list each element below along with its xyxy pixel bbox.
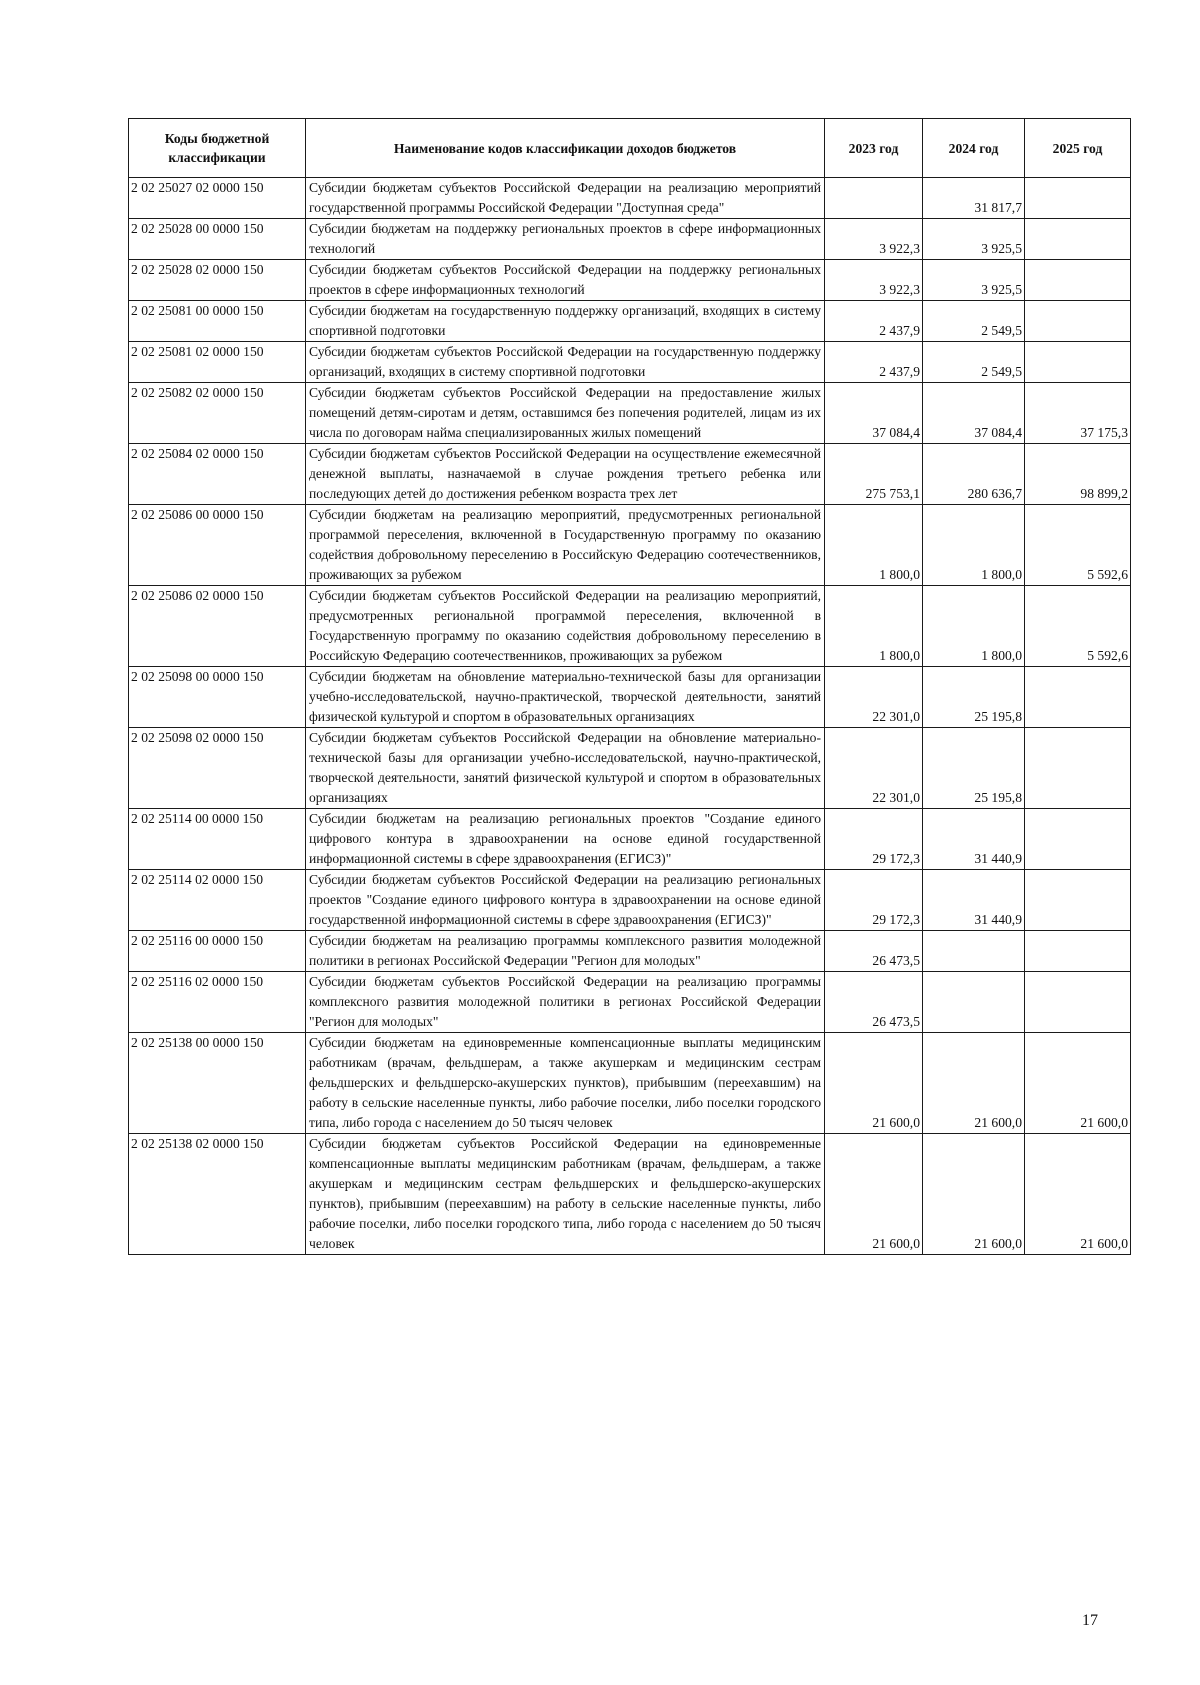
code-cell: 2 02 25138 00 0000 150 [129, 1033, 306, 1134]
value-2025-cell [1025, 667, 1131, 728]
name-cell: Субсидии бюджетам субъектов Российской Федерации на единовременные компенсационные выплаты медицинским работникам (врачам, фельдшерам, а также акушеркам и медицинским сестрам фельдшерских и фельдшерско-акушерских пунктов), прибывшим (переехавшим) на работу в сельские населенные пункты, либо рабочие поселки, либо поселки городского типа, либо города с населением до 50 тысяч человек [306, 1134, 825, 1255]
table-body [129, 178, 1131, 1255]
value-2023-cell: 21 600,0 [825, 1033, 923, 1134]
value-2024-cell: 25 195,8 [923, 667, 1025, 728]
value-2023-cell: 1 800,0 [825, 505, 923, 586]
name-cell: Субсидии бюджетам субъектов Российской Федерации на предоставление жилых помещений детям-сиротам и детям, оставшимся без попечения родителей, лицам из их числа по договорам найма специализированных жилых помещений [306, 383, 825, 444]
value-2024-cell: 1 800,0 [923, 505, 1025, 586]
value-2025-cell: 5 592,6 [1025, 586, 1131, 667]
name-cell: Субсидии бюджетам субъектов Российской Федерации на обновление материально-технической базы для организации учебно-исследовательской, научно-практической, творческой деятельности, занятий физической культурой и спортом в образовательных организациях [306, 728, 825, 809]
value-2025-cell [1025, 260, 1131, 301]
page-number: 17 [1082, 1612, 1098, 1629]
name-cell: Субсидии бюджетам на реализацию региональных проектов "Создание единого цифрового контура в здравоохранении на основе единой государственной информационной системы в сфере здравоохранения (ЕГИСЗ)" [306, 809, 825, 870]
value-2024-cell: 1 800,0 [923, 586, 1025, 667]
value-2025-cell [1025, 931, 1131, 972]
value-2025-cell: 37 175,3 [1025, 383, 1131, 444]
name-cell: Субсидии бюджетам на единовременные компенсационные выплаты медицинским работникам (врачам, фельдшерам, а также акушеркам и медицинским сестрам фельдшерских и фельдшерско-акушерских пунктов), прибывшим (переехавшим) на работу в сельские населенные пункты, либо рабочие поселки, либо поселки городского типа, либо города с населением до 50 тысяч человек [306, 1033, 825, 1134]
value-2024-cell: 31 440,9 [923, 870, 1025, 931]
code-cell: 2 02 25114 02 0000 150 [129, 870, 306, 931]
value-2023-cell [825, 178, 923, 219]
value-2024-cell: 2 549,5 [923, 342, 1025, 383]
value-2024-cell [923, 931, 1025, 972]
code-cell: 2 02 25082 02 0000 150 [129, 383, 306, 444]
code-cell: 2 02 25114 00 0000 150 [129, 809, 306, 870]
code-cell: 2 02 25028 02 0000 150 [129, 260, 306, 301]
table-row [129, 667, 1131, 728]
table-row [129, 1134, 1131, 1255]
name-cell: Субсидии бюджетам субъектов Российской Федерации на государственную поддержку организаций, входящих в систему спортивной подготовки [306, 342, 825, 383]
table-row [129, 870, 1131, 931]
name-cell: Субсидии бюджетам на поддержку региональных проектов в сфере информационных технологий [306, 219, 825, 260]
table-header-row [129, 119, 1131, 178]
table-row [129, 260, 1131, 301]
value-2023-cell: 29 172,3 [825, 809, 923, 870]
value-2024-cell: 3 925,5 [923, 219, 1025, 260]
table-row [129, 505, 1131, 586]
table-row [129, 301, 1131, 342]
code-cell: 2 02 25084 02 0000 150 [129, 444, 306, 505]
code-cell: 2 02 25098 02 0000 150 [129, 728, 306, 809]
value-2024-cell: 2 549,5 [923, 301, 1025, 342]
code-cell: 2 02 25098 00 0000 150 [129, 667, 306, 728]
table-row [129, 444, 1131, 505]
header-code: Коды бюджетной классификации [129, 119, 306, 178]
table-row [129, 219, 1131, 260]
name-cell: Субсидии бюджетам на государственную поддержку организаций, входящих в систему спортивной подготовки [306, 301, 825, 342]
value-2023-cell: 2 437,9 [825, 342, 923, 383]
value-2025-cell [1025, 178, 1131, 219]
value-2023-cell: 1 800,0 [825, 586, 923, 667]
code-cell: 2 02 25116 02 0000 150 [129, 972, 306, 1033]
value-2025-cell [1025, 219, 1131, 260]
value-2023-cell: 275 753,1 [825, 444, 923, 505]
name-cell: Субсидии бюджетам субъектов Российской Федерации на осуществление ежемесячной денежной выплаты, назначаемой в случае рождения третьего ребенка или последующих детей до достижения ребенком возраста трех лет [306, 444, 825, 505]
value-2023-cell: 2 437,9 [825, 301, 923, 342]
value-2023-cell: 22 301,0 [825, 667, 923, 728]
code-cell: 2 02 25081 02 0000 150 [129, 342, 306, 383]
value-2024-cell: 21 600,0 [923, 1134, 1025, 1255]
table-row [129, 586, 1131, 667]
code-cell: 2 02 25138 02 0000 150 [129, 1134, 306, 1255]
value-2023-cell: 26 473,5 [825, 972, 923, 1033]
name-cell: Субсидии бюджетам субъектов Российской Федерации на реализацию мероприятий государственной программы Российской Федерации "Доступная среда" [306, 178, 825, 219]
code-cell: 2 02 25086 00 0000 150 [129, 505, 306, 586]
value-2023-cell: 21 600,0 [825, 1134, 923, 1255]
name-cell: Субсидии бюджетам субъектов Российской Федерации на поддержку региональных проектов в сфере информационных технологий [306, 260, 825, 301]
value-2025-cell: 98 899,2 [1025, 444, 1131, 505]
value-2024-cell: 3 925,5 [923, 260, 1025, 301]
value-2024-cell: 280 636,7 [923, 444, 1025, 505]
table-row [129, 178, 1131, 219]
value-2023-cell: 29 172,3 [825, 870, 923, 931]
table-row [129, 342, 1131, 383]
code-cell: 2 02 25116 00 0000 150 [129, 931, 306, 972]
code-cell: 2 02 25028 00 0000 150 [129, 219, 306, 260]
value-2023-cell: 3 922,3 [825, 219, 923, 260]
value-2024-cell: 37 084,4 [923, 383, 1025, 444]
table-row [129, 728, 1131, 809]
value-2024-cell: 25 195,8 [923, 728, 1025, 809]
name-cell: Субсидии бюджетам на обновление материально-технической базы для организации учебно-исследовательской, научно-практической, творческой деятельности, занятий физической культурой и спортом в образовательных организациях [306, 667, 825, 728]
table-row [129, 1033, 1131, 1134]
value-2024-cell [923, 972, 1025, 1033]
value-2024-cell: 31 440,9 [923, 809, 1025, 870]
header-name: Наименование кодов классификации доходов бюджетов [306, 119, 825, 178]
value-2025-cell [1025, 301, 1131, 342]
value-2023-cell: 22 301,0 [825, 728, 923, 809]
value-2025-cell [1025, 972, 1131, 1033]
code-cell: 2 02 25027 02 0000 150 [129, 178, 306, 219]
value-2025-cell: 21 600,0 [1025, 1134, 1131, 1255]
value-2023-cell: 3 922,3 [825, 260, 923, 301]
value-2023-cell: 26 473,5 [825, 931, 923, 972]
value-2025-cell [1025, 870, 1131, 931]
header-2023: 2023 год [825, 119, 923, 178]
name-cell: Субсидии бюджетам субъектов Российской Федерации на реализацию программы комплексного развития молодежной политики в регионах Российской Федерации "Регион для молодых" [306, 972, 825, 1033]
table-row [129, 809, 1131, 870]
budget-classification-table [128, 118, 1131, 1255]
header-2025: 2025 год [1025, 119, 1131, 178]
value-2025-cell: 21 600,0 [1025, 1033, 1131, 1134]
value-2025-cell [1025, 809, 1131, 870]
code-cell: 2 02 25086 02 0000 150 [129, 586, 306, 667]
value-2024-cell: 21 600,0 [923, 1033, 1025, 1134]
name-cell: Субсидии бюджетам субъектов Российской Федерации на реализацию региональных проектов "Создание единого цифрового контура в здравоохранении на основе единой государственной информационной системы в сфере здравоохранения (ЕГИСЗ)" [306, 870, 825, 931]
header-2024: 2024 год [923, 119, 1025, 178]
value-2025-cell: 5 592,6 [1025, 505, 1131, 586]
value-2025-cell [1025, 728, 1131, 809]
value-2025-cell [1025, 342, 1131, 383]
value-2024-cell: 31 817,7 [923, 178, 1025, 219]
name-cell: Субсидии бюджетам на реализацию программы комплексного развития молодежной политики в регионах Российской Федерации "Регион для молодых" [306, 931, 825, 972]
table-row [129, 383, 1131, 444]
name-cell: Субсидии бюджетам на реализацию мероприятий, предусмотренных региональной программой переселения, включенной в Государственную программу по оказанию содействия добровольному переселению в Российскую Федерацию соотечественников, проживающих за рубежом [306, 505, 825, 586]
table-row [129, 931, 1131, 972]
table-row [129, 972, 1131, 1033]
name-cell: Субсидии бюджетам субъектов Российской Федерации на реализацию мероприятий, предусмотренных региональной программой переселения, включенной в Государственную программу по оказанию содействия добровольному переселению в Российскую Федерацию соотечественников, проживающих за рубежом [306, 586, 825, 667]
value-2023-cell: 37 084,4 [825, 383, 923, 444]
code-cell: 2 02 25081 00 0000 150 [129, 301, 306, 342]
